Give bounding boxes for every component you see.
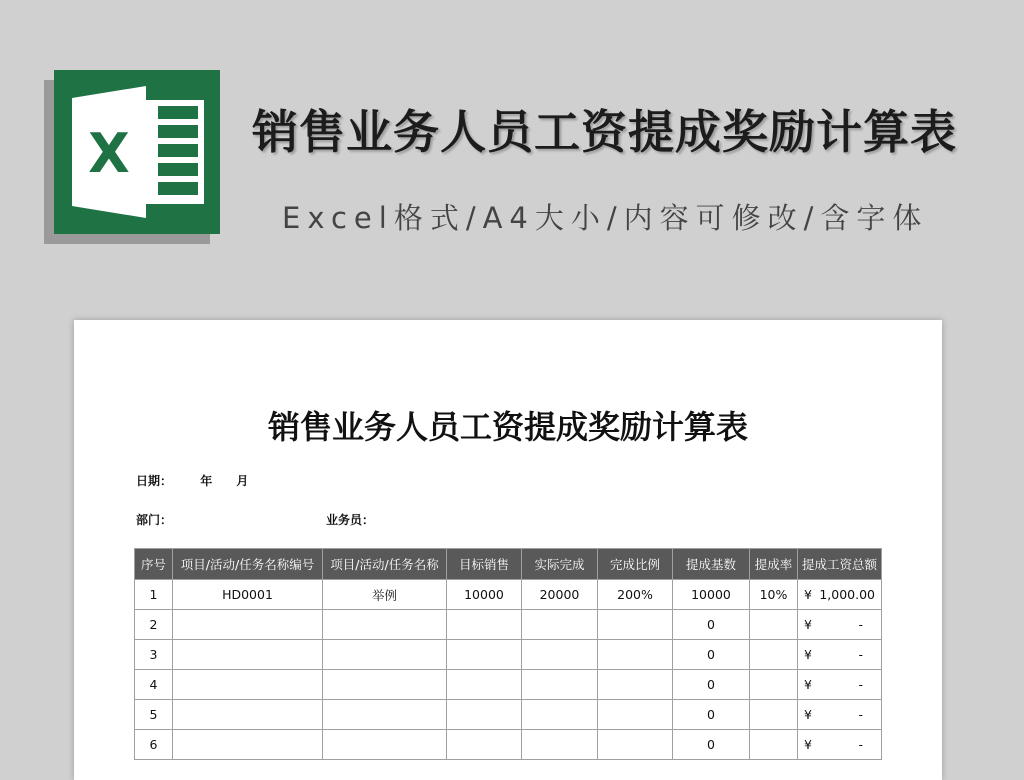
banner-title: 销售业务人员工资提成奖励计算表 xyxy=(252,105,957,159)
salesperson-label: 业务员： xyxy=(326,513,375,527)
year-label: 年 xyxy=(200,474,213,488)
total-value: - xyxy=(858,737,863,752)
date-row xyxy=(136,472,248,489)
document-sheet xyxy=(74,320,942,780)
cell-rate[interactable] xyxy=(750,700,798,730)
cell-base[interactable]: 0 xyxy=(673,700,750,730)
cell-no[interactable]: 4 xyxy=(135,670,173,700)
cell-code[interactable] xyxy=(173,670,323,700)
total-value: - xyxy=(858,707,863,722)
cell-name[interactable] xyxy=(323,610,447,640)
total-value: - xyxy=(858,647,863,662)
cell-base[interactable]: 0 xyxy=(673,670,750,700)
header-cell[interactable]: 实际完成 xyxy=(522,549,598,580)
document-title: 销售业务人员工资提成奖励计算表 xyxy=(267,408,748,446)
currency-symbol: ¥ xyxy=(804,587,812,602)
cell-target[interactable] xyxy=(447,670,522,700)
cell-total[interactable] xyxy=(798,580,882,610)
cell-total[interactable] xyxy=(798,670,882,700)
cell-total[interactable] xyxy=(798,700,882,730)
logo-letter: X xyxy=(88,122,130,185)
header-cell[interactable]: 项目/活动/任务名称 xyxy=(323,549,447,580)
cell-base[interactable]: 0 xyxy=(673,610,750,640)
cell-target[interactable] xyxy=(447,700,522,730)
table-row xyxy=(135,700,882,730)
total-value: - xyxy=(858,677,863,692)
cell-base[interactable]: 0 xyxy=(673,730,750,760)
cell-no[interactable]: 6 xyxy=(135,730,173,760)
cell-code[interactable] xyxy=(173,610,323,640)
cell-total[interactable] xyxy=(798,730,882,760)
cell-total[interactable] xyxy=(798,640,882,670)
table-row xyxy=(135,640,882,670)
table-header-row xyxy=(135,549,882,580)
cell-no[interactable]: 1 xyxy=(135,580,173,610)
cell-actual[interactable] xyxy=(522,730,598,760)
cell-ratio[interactable]: 200% xyxy=(598,580,673,610)
table-row xyxy=(135,670,882,700)
cell-base[interactable]: 0 xyxy=(673,640,750,670)
cell-actual[interactable]: 20000 xyxy=(522,580,598,610)
cell-name[interactable]: 举例 xyxy=(323,580,447,610)
table-row xyxy=(135,580,882,610)
header-cell[interactable]: 提成率 xyxy=(750,549,798,580)
currency-symbol: ¥ xyxy=(804,707,812,722)
currency-symbol: ¥ xyxy=(804,677,812,692)
cell-name[interactable] xyxy=(323,670,447,700)
cell-name[interactable] xyxy=(323,640,447,670)
cell-target[interactable] xyxy=(447,730,522,760)
cell-name[interactable] xyxy=(323,700,447,730)
cell-ratio[interactable] xyxy=(598,670,673,700)
header-cell[interactable]: 序号 xyxy=(135,549,173,580)
currency-symbol: ¥ xyxy=(804,647,812,662)
cell-no[interactable]: 2 xyxy=(135,610,173,640)
cell-code[interactable] xyxy=(173,640,323,670)
commission-table xyxy=(134,548,882,760)
cell-code[interactable] xyxy=(173,700,323,730)
excel-logo xyxy=(44,70,222,242)
cell-target[interactable] xyxy=(447,640,522,670)
cell-actual[interactable] xyxy=(522,640,598,670)
cell-no[interactable]: 3 xyxy=(135,640,173,670)
cell-ratio[interactable] xyxy=(598,730,673,760)
cell-code[interactable]: HD0001 xyxy=(173,580,323,610)
cell-actual[interactable] xyxy=(522,610,598,640)
cell-base[interactable]: 10000 xyxy=(673,580,750,610)
cell-rate[interactable]: 10% xyxy=(750,580,798,610)
cell-total[interactable] xyxy=(798,610,882,640)
cell-name[interactable] xyxy=(323,730,447,760)
cell-actual[interactable] xyxy=(522,700,598,730)
table-row xyxy=(135,610,882,640)
cell-rate[interactable] xyxy=(750,610,798,640)
header-cell[interactable]: 项目/活动/任务名称编号 xyxy=(173,549,323,580)
cell-ratio[interactable] xyxy=(598,610,673,640)
cell-target[interactable] xyxy=(447,610,522,640)
dept-label: 部门： xyxy=(136,513,173,527)
cell-code[interactable] xyxy=(173,730,323,760)
cell-rate[interactable] xyxy=(750,730,798,760)
cell-ratio[interactable] xyxy=(598,700,673,730)
header-cell[interactable]: 提成基数 xyxy=(673,549,750,580)
table-row xyxy=(135,730,882,760)
header-cell[interactable]: 目标销售 xyxy=(447,549,522,580)
cell-target[interactable]: 10000 xyxy=(447,580,522,610)
banner-subtitle: Excel格式/A4大小/内容可修改/含字体 xyxy=(282,201,929,235)
total-value: 1,000.00 xyxy=(819,587,875,602)
cell-no[interactable]: 5 xyxy=(135,700,173,730)
header-cell[interactable]: 完成比例 xyxy=(598,549,673,580)
currency-symbol: ¥ xyxy=(804,737,812,752)
cell-ratio[interactable] xyxy=(598,640,673,670)
excel-icon xyxy=(54,70,220,234)
month-label: 月 xyxy=(236,474,249,488)
header-cell[interactable]: 提成工资总额 xyxy=(798,549,882,580)
date-label: 日期： xyxy=(136,474,173,488)
total-value: - xyxy=(858,617,863,632)
cell-actual[interactable] xyxy=(522,670,598,700)
currency-symbol: ¥ xyxy=(804,617,812,632)
cell-rate[interactable] xyxy=(750,640,798,670)
cell-rate[interactable] xyxy=(750,670,798,700)
